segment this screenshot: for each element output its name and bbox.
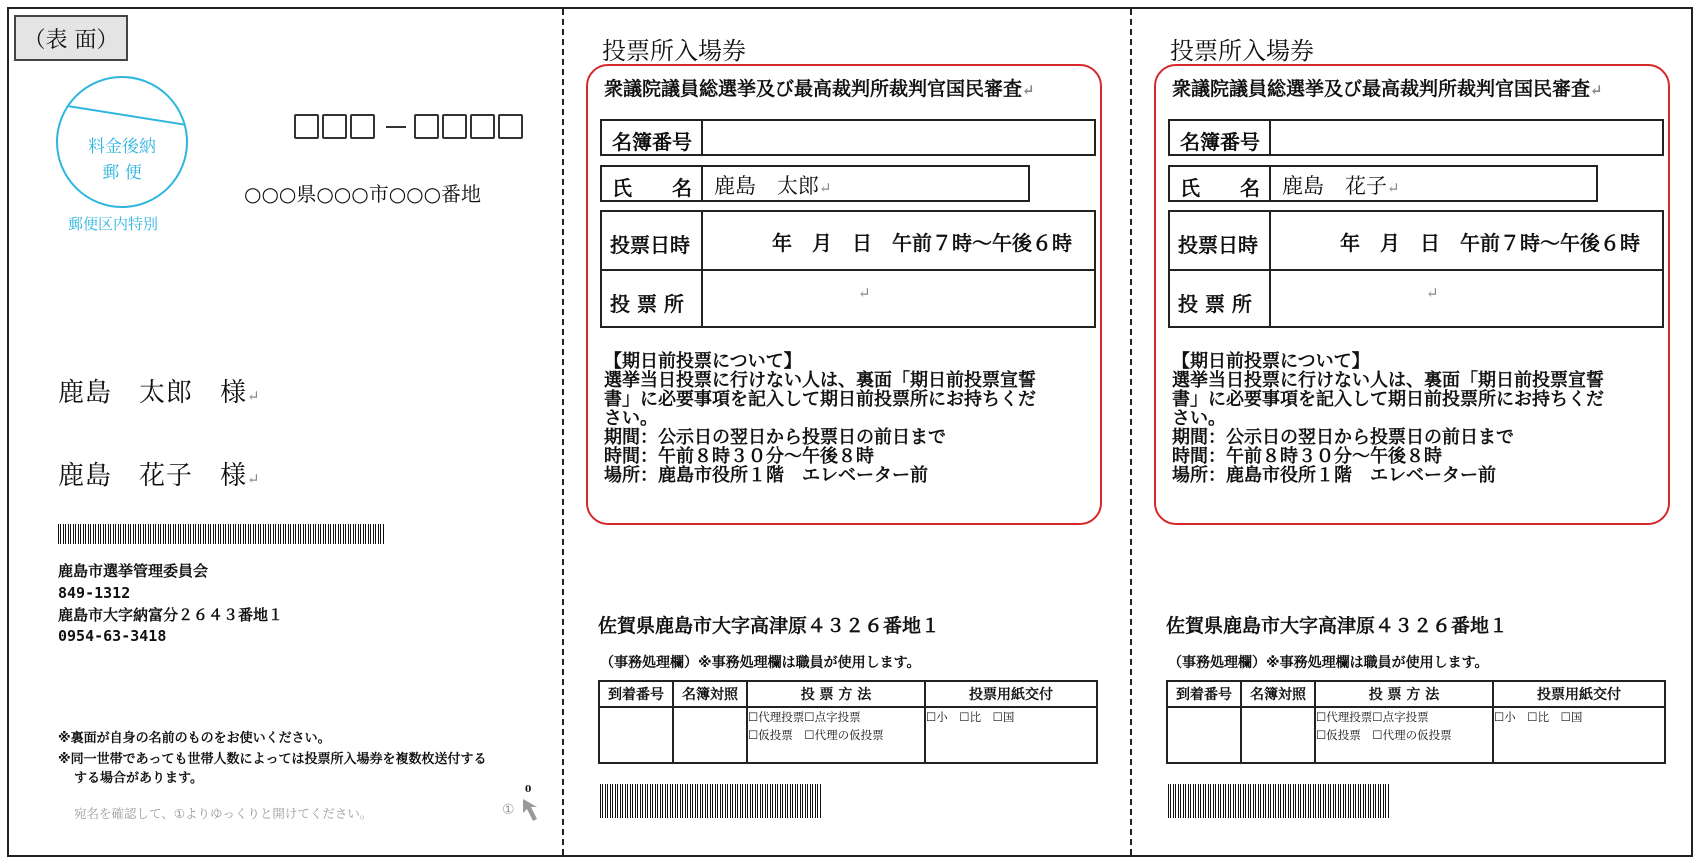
registry-check-cell[interactable] — [673, 707, 747, 763]
vote-method-cell[interactable] — [1315, 707, 1493, 763]
note-line-2a: ※同一世帯であっても世帯人数によっては投票所入場券を複数枚送付する — [58, 752, 487, 767]
stamp-line1: 料金後納 — [88, 137, 156, 157]
fold-line-2 — [1130, 9, 1132, 855]
date-label: 投票日時 — [610, 233, 690, 257]
early-place: 場所：鹿島市役所１階 エレベーター前 — [1172, 465, 1496, 486]
early-line1: 選挙当日投票に行けない人は、裏面「期日前投票宣誓 — [604, 370, 1036, 391]
registry-check-cell[interactable] — [1241, 707, 1315, 763]
method-line2: ☐仮投票 ☐代理の仮投票 — [748, 728, 884, 742]
early-title: 【期日前投票について】 — [1172, 351, 1370, 372]
early-line2: 書」に必要事項を記入して期日前投票所にお持ちくだ — [604, 389, 1036, 410]
ballot-issue-cell[interactable] — [925, 707, 1097, 763]
name-label: 氏 名 — [612, 176, 692, 200]
note-line-2b: する場合があります。 — [74, 771, 203, 786]
office-table — [1166, 680, 1666, 764]
recipient-address: ○○○県○○○市○○○番地 — [244, 182, 482, 206]
ticket-barcode — [1168, 784, 1390, 818]
method-line1: ☐代理投票☐点字投票 — [748, 710, 861, 724]
note-line-1: ※裏面が自身の名前のものをお使いください。 — [58, 731, 331, 746]
ballot-options: ☐小 ☐比 ☐国 — [1494, 710, 1583, 724]
fold-line-1 — [562, 9, 564, 855]
postal-code-boxes — [294, 114, 526, 139]
early-period: 期間：公示日の翌日から投票日の前日まで — [1172, 427, 1514, 448]
venue-address: 佐賀県鹿島市大字高津原４３２６番地１ — [1166, 615, 1509, 637]
stamp-note: 郵便区内特別 — [68, 215, 159, 233]
office-header-ballot: 投票用紙交付 — [925, 681, 1097, 707]
registry-row — [1168, 119, 1664, 156]
office-header-arrival: 到着番号 — [1167, 681, 1241, 707]
name-row — [600, 165, 1030, 202]
early-line2: 書」に必要事項を記入して期日前投票所にお持ちくだ — [1172, 389, 1604, 410]
date-place-table — [600, 210, 1096, 328]
recipient-name-2: 鹿島 花子 様↵ — [58, 461, 261, 491]
registry-row — [600, 119, 1096, 156]
open-marker: ① — [502, 802, 515, 818]
place-label: 投 票 所 — [610, 292, 684, 316]
name-label: 氏 名 — [1180, 176, 1260, 200]
early-voting-info — [604, 352, 1104, 485]
office-note: （事務処理欄）※事務処理欄は職員が使用します。 — [1168, 655, 1489, 671]
office-header-ballot: 投票用紙交付 — [1493, 681, 1665, 707]
open-hint: 宛名を確認して、①よりゆっくりと開けてください。 — [74, 806, 373, 821]
date-value: 年 月 日 午前７時～午後６時 — [1340, 231, 1640, 255]
place-value: ↵ — [858, 284, 871, 302]
ballot-issue-cell[interactable] — [1493, 707, 1665, 763]
office-header-registry: 名簿対照 — [673, 681, 747, 707]
stamp-line2: 郵 便 — [102, 163, 142, 183]
early-title: 【期日前投票について】 — [604, 351, 802, 372]
name-value: 鹿島 花子↵ — [1282, 174, 1400, 198]
date-value: 年 月 日 午前７時～午後６時 — [772, 231, 1072, 255]
office-header-method: 投 票 方 法 — [1315, 681, 1493, 707]
arrival-number-cell[interactable] — [1167, 707, 1241, 763]
early-time: 時間：午前８時３０分～午後８時 — [604, 446, 874, 467]
office-note: （事務処理欄）※事務処理欄は職員が使用します。 — [600, 655, 921, 671]
postage-stamp — [56, 76, 188, 208]
customer-barcode — [58, 524, 384, 544]
method-line1: ☐代理投票☐点字投票 — [1316, 710, 1429, 724]
early-line1: 選挙当日投票に行けない人は、裏面「期日前投票宣誓 — [1172, 370, 1604, 391]
ticket-title: 投票所入場券 — [602, 37, 746, 65]
ticket-1 — [586, 0, 1116, 864]
side-label: （表 面） — [14, 15, 128, 61]
office-header-arrival: 到着番号 — [599, 681, 673, 707]
early-time: 時間：午前８時３０分～午後８時 — [1172, 446, 1442, 467]
place-value: ↵ — [1426, 284, 1439, 302]
name-value: 鹿島 太郎↵ — [714, 174, 832, 198]
early-period: 期間：公示日の翌日から投票日の前日まで — [604, 427, 946, 448]
early-voting-info — [1172, 352, 1672, 485]
vote-method-cell[interactable] — [747, 707, 925, 763]
ticket-title: 投票所入場券 — [1170, 37, 1314, 65]
election-name: 衆議院議員総選挙及び最高裁判所裁判官国民審査↵ — [1172, 78, 1603, 100]
office-table — [598, 680, 1098, 764]
small-zero-mark: 0 — [525, 785, 532, 795]
place-label: 投 票 所 — [1178, 292, 1252, 316]
early-line3: さい。 — [1172, 408, 1226, 429]
sender-phone: 0954-63-3418 — [58, 627, 167, 645]
office-header-registry: 名簿対照 — [1241, 681, 1315, 707]
date-label: 投票日時 — [1178, 233, 1258, 257]
election-name: 衆議院議員総選挙及び最高裁判所裁判官国民審査↵ — [604, 78, 1035, 100]
name-row — [1168, 165, 1598, 202]
office-header-method: 投 票 方 法 — [747, 681, 925, 707]
open-arrow-icon — [520, 796, 544, 828]
date-place-table — [1168, 210, 1664, 328]
sender-address: 鹿島市大字納富分２６４３番地１ — [58, 606, 284, 624]
registry-label: 名簿番号 — [612, 130, 692, 154]
arrival-number-cell[interactable] — [599, 707, 673, 763]
early-line3: さい。 — [604, 408, 658, 429]
ticket-barcode — [600, 784, 822, 818]
recipient-name-1: 鹿島 太郎 様↵ — [58, 378, 261, 408]
sender-org: 鹿島市選挙管理委員会 — [58, 562, 209, 580]
registry-label: 名簿番号 — [1180, 130, 1260, 154]
sender-zip: 849-1312 — [58, 584, 131, 602]
early-place: 場所：鹿島市役所１階 エレベーター前 — [604, 465, 928, 486]
method-line2: ☐仮投票 ☐代理の仮投票 — [1316, 728, 1452, 742]
ballot-options: ☐小 ☐比 ☐国 — [926, 710, 1015, 724]
venue-address: 佐賀県鹿島市大字高津原４３２６番地１ — [598, 615, 941, 637]
ticket-2 — [1154, 0, 1684, 864]
